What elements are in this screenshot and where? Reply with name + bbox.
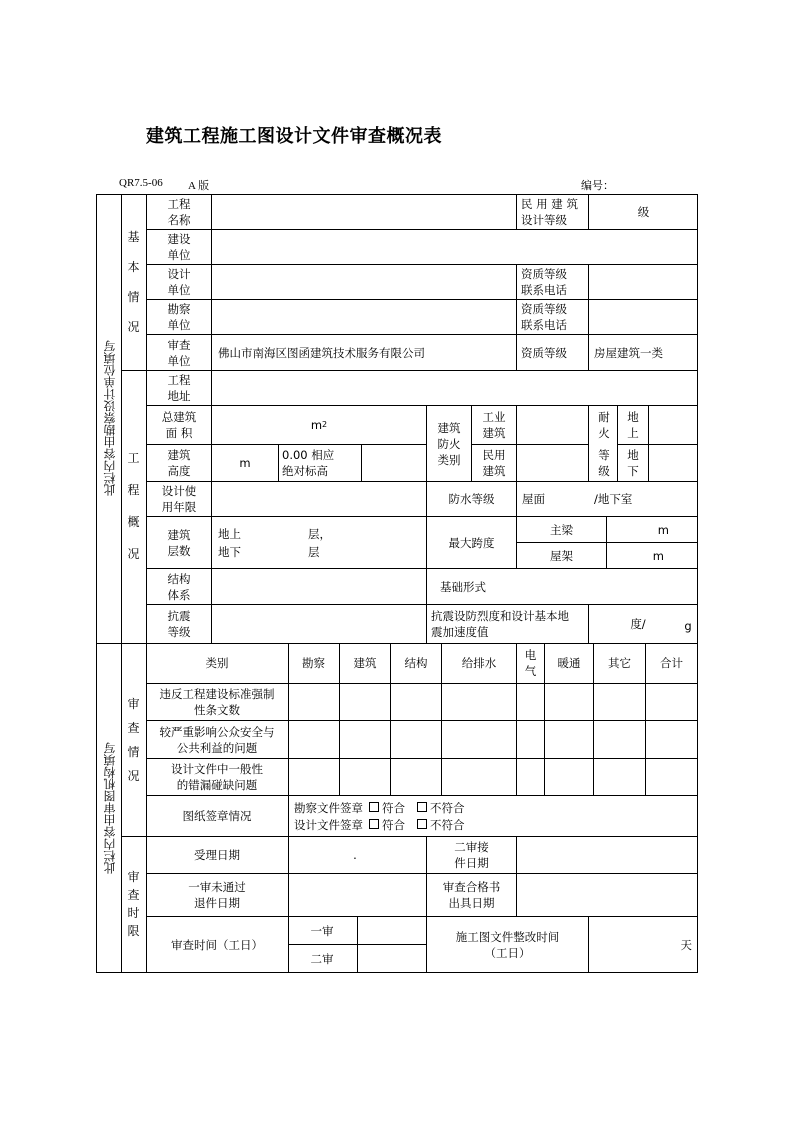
reviewer-qual-label: 资质等级 (521, 345, 567, 360)
first-fail-date-label: 一审未通过 退件日期 (188, 880, 246, 910)
relative-elevation-label: 0.00 相应 绝对标高 (282, 448, 335, 478)
total-area-label: 总建筑 面 积 (161, 410, 197, 440)
table-rule-h (146, 604, 698, 605)
address-label: 工程 地址 (167, 373, 191, 403)
floors-above-unit: 层， (308, 527, 331, 541)
table-rule-v (648, 405, 649, 482)
review-header-category: 类别 (205, 656, 229, 670)
rectify-time-label: 施工图文件整改时间 （工日） (455, 929, 560, 960)
reviewer-label: 审查 单位 (167, 337, 191, 368)
page-title: 建筑工程施工图设计文件审查概况表 (146, 126, 442, 147)
table-rule-v (288, 795, 289, 837)
main-beam-label: 主梁 (550, 522, 573, 537)
floors-above-label: 地上 (218, 527, 241, 541)
table-rule-v (357, 916, 358, 973)
checkbox-icon[interactable] (369, 819, 379, 829)
seismic-degree-label: 度/ (630, 616, 646, 631)
table-rule-v (516, 264, 517, 371)
group-review-status: 审 查 情 况 (127, 696, 140, 783)
checkbox-icon[interactable] (417, 819, 427, 829)
accept-date-label: 受理日期 (194, 848, 240, 862)
seismic-intensity-label: 抗震设防烈度和设计基本地 震加速度值 (431, 608, 569, 639)
designer-label: 设计 单位 (167, 267, 191, 297)
underground-label: 地 下 (627, 448, 639, 478)
civil-grade-value: 级 (637, 204, 650, 219)
review-header-architecture: 建筑 (353, 656, 377, 670)
roof-truss-label: 屋架 (550, 548, 573, 563)
checkbox-icon[interactable] (369, 802, 379, 812)
foundation-label: 基础形式 (440, 579, 486, 594)
main-beam-unit: m (657, 522, 669, 537)
builder-label: 建设 单位 (167, 232, 191, 262)
roof-label: 屋面 (522, 492, 545, 506)
civil-grade-label: 民 用 建 筑 设计等级 (521, 196, 578, 227)
designer-qual-contact-label: 资质等级 联系电话 (521, 267, 567, 297)
max-span-label: 最大跨度 (448, 535, 495, 550)
review-header-survey: 勘察 (302, 656, 325, 670)
day-unit: 天 (680, 937, 692, 952)
table-rule-h (96, 972, 698, 973)
reviewer-value: 佛山市南海区图函建筑技术服务有限公司 (218, 345, 425, 360)
group-basic-info: 基 本 情 况 (127, 230, 140, 334)
group-project-overview: 工 程 概 况 (127, 451, 140, 561)
civil-building-label: 民用 建筑 (482, 448, 506, 478)
table-rule-h (146, 229, 698, 230)
review-row-general: 设计文件中一般性 的错漏碰缺问题 (171, 762, 263, 792)
review-header-electrical: 电 气 (524, 648, 537, 678)
reviewer-qual-value: 房屋建筑一类 (594, 345, 663, 360)
side-note-review: 此栏内容由审图机构填写 (102, 741, 117, 874)
project-name-label: 工程 名称 (167, 196, 191, 227)
fire-class-label: 建筑 防火 类别 (437, 420, 461, 467)
floors-below-unit: 层 (308, 545, 320, 559)
table-rule-v (516, 836, 517, 917)
structure-system-label: 结构 体系 (167, 571, 191, 602)
review-time-label: 审查时间（工日） (171, 937, 263, 952)
table-rule-v (588, 405, 589, 482)
above-ground-label: 地 上 (627, 410, 639, 440)
review-row-mandatory: 违反工程建设标准强制 性条文数 (159, 687, 275, 717)
waterproof-grade-label: 防水等级 (448, 492, 495, 506)
floors-below-label: 地下 (218, 545, 241, 559)
second-receive-date-label: 二审接 件日期 (454, 840, 489, 870)
total-area-unit: m 2 (310, 418, 328, 432)
serial-number-label: 编号： (581, 179, 614, 192)
industrial-building-label: 工业 建筑 (482, 410, 506, 440)
floors-label: 建筑 层数 (167, 527, 191, 558)
seismic-grade-label: 抗震 等级 (167, 608, 191, 639)
table-rule-h (146, 299, 698, 300)
table-rule-v (278, 444, 279, 482)
doc-version: A 版 (188, 180, 210, 192)
review-header-other: 其它 (608, 656, 631, 670)
roof-truss-unit: m (652, 548, 664, 563)
review-header-plumbing: 给排水 (461, 656, 497, 670)
accept-date-dot: . (353, 848, 357, 862)
table-rule-v (697, 194, 698, 973)
seal-survey-row: 勘察文件签章 符合 不符合 (294, 800, 465, 815)
survey-qual-contact-label: 资质等级 联系电话 (521, 302, 567, 332)
doc-code: QR7.5-06 (119, 177, 163, 189)
table-rule-v (516, 194, 517, 230)
review-header-total: 合计 (660, 656, 683, 670)
table-rule-v (516, 405, 517, 482)
table-rule-v (588, 916, 589, 973)
second-review-label: 二审 (310, 951, 334, 966)
survey-label: 勘察 单位 (167, 302, 191, 332)
certificate-date-label: 审查合格书 出具日期 (442, 880, 501, 910)
design-life-label: 设计使 用年限 (161, 484, 197, 514)
fire-resistance-label: 耐 火 (598, 410, 610, 440)
height-unit: m (239, 456, 251, 470)
basement-label: /地下室 (594, 492, 633, 506)
seal-status-label: 图纸签章情况 (182, 809, 252, 823)
fire-grade-label: 等 级 (598, 448, 610, 478)
checkbox-icon[interactable] (417, 802, 427, 812)
review-header-hvac: 暖通 (557, 656, 581, 670)
review-row-safety: 较严重影响公众安全与 公共利益的问题 (159, 724, 275, 755)
seismic-g-label: g (684, 619, 692, 633)
table-rule-h (146, 264, 698, 265)
seal-design-row: 设计文件签章 符合 不符合 (294, 817, 465, 832)
review-header-structure: 结构 (404, 656, 428, 670)
group-review-deadline: 审 查 时 限 (127, 870, 140, 938)
table-rule-v (361, 444, 362, 482)
table-rule-h (146, 568, 698, 569)
height-label: 建筑 高度 (167, 448, 191, 478)
side-note-design: 此栏内容由勘察设计单位填写 (102, 340, 117, 496)
first-review-label: 一审 (310, 923, 334, 938)
